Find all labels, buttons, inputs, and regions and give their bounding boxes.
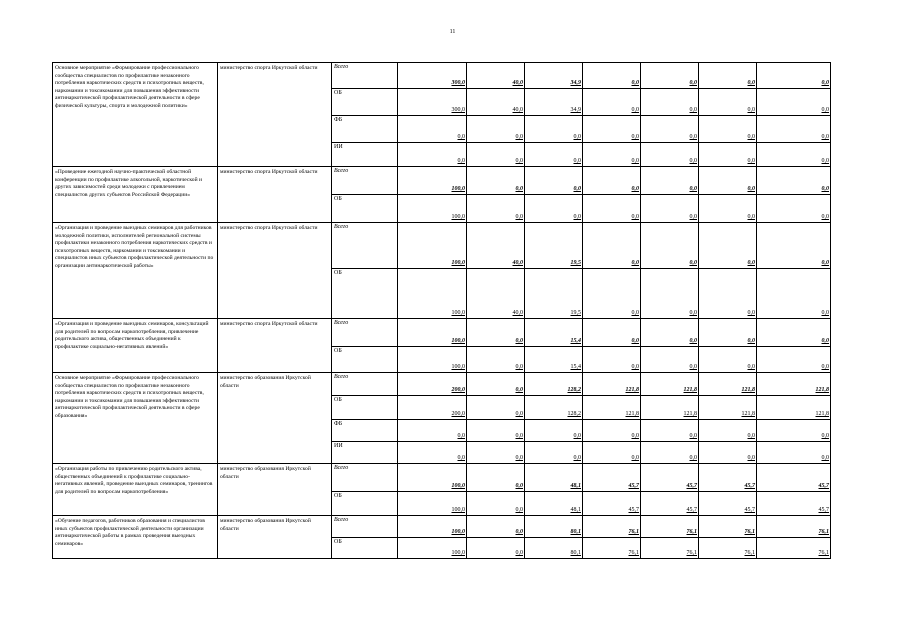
amount-cell — [467, 195, 525, 223]
funding-source: ОБ — [332, 269, 398, 319]
amount-cell — [699, 347, 757, 373]
amount-cell — [699, 538, 757, 559]
amount-cell — [525, 347, 583, 373]
table-row — [53, 464, 831, 492]
amount-value: 0,0 — [573, 134, 581, 140]
amount-cell — [525, 492, 583, 516]
amount-value: 0,0 — [631, 158, 639, 164]
amount-cell — [757, 538, 831, 559]
funding-source: ОБ — [332, 396, 398, 420]
amount-value: 76,1 — [628, 550, 639, 556]
amount-value: 100,0 — [451, 260, 465, 266]
amount-value: 0,0 — [689, 338, 697, 344]
amount-value: 121,8 — [741, 387, 755, 393]
amount-value: 0,0 — [689, 158, 697, 164]
amount-value: 0,0 — [515, 214, 523, 220]
amount-value: 121,8 — [683, 387, 697, 393]
amount-value: 0,0 — [573, 158, 581, 164]
amount-cell — [583, 63, 641, 89]
amount-value: 48,1 — [570, 507, 581, 513]
amount-value: 40,0 — [512, 80, 523, 86]
amount-cell — [525, 195, 583, 223]
amount-value: 19,5 — [570, 260, 581, 266]
amount-cell — [525, 143, 583, 167]
table-row — [53, 373, 831, 396]
responsible-executor: министерство образования Иркутской области — [218, 516, 332, 559]
amount-value: 76,1 — [818, 529, 829, 535]
amount-value: 0,0 — [515, 455, 523, 461]
amount-cell — [398, 269, 467, 319]
amount-value: 15,4 — [570, 364, 581, 370]
amount-value: 45,7 — [628, 507, 639, 513]
amount-cell — [757, 89, 831, 116]
amount-value: 45,7 — [744, 483, 755, 489]
amount-value: 0,0 — [747, 310, 755, 316]
amount-value: 40,0 — [512, 107, 523, 113]
amount-value: 0,0 — [515, 507, 523, 513]
funding-source: ОБ — [332, 538, 398, 559]
amount-value: 121,8 — [815, 387, 829, 393]
amount-value: 0,0 — [821, 364, 829, 370]
amount-cell — [583, 373, 641, 396]
amount-value: 0,0 — [821, 158, 829, 164]
amount-value: 76,1 — [744, 529, 755, 535]
amount-cell — [398, 492, 467, 516]
page-number: 11 — [449, 29, 456, 35]
amount-value: 45,7 — [818, 507, 829, 513]
amount-value: 128,2 — [567, 411, 581, 417]
amount-cell — [467, 442, 525, 464]
amount-value: 76,1 — [744, 550, 755, 556]
amount-cell — [641, 538, 699, 559]
amount-cell — [583, 195, 641, 223]
amount-cell — [525, 442, 583, 464]
amount-cell — [583, 116, 641, 143]
amount-cell — [583, 223, 641, 269]
responsible-executor: министерство образования Иркутской области — [218, 464, 332, 516]
amount-value: 0,0 — [631, 214, 639, 220]
amount-cell — [583, 464, 641, 492]
amount-cell — [757, 195, 831, 223]
amount-cell — [583, 269, 641, 319]
amount-value: 0,0 — [747, 186, 755, 192]
amount-value: 0,0 — [631, 80, 639, 86]
table-row — [53, 516, 831, 538]
amount-value: 100,0 — [451, 214, 465, 220]
amount-cell — [699, 223, 757, 269]
amount-cell — [641, 63, 699, 89]
amount-value: 300,0 — [451, 107, 465, 113]
amount-cell — [757, 63, 831, 89]
amount-value: 15,4 — [570, 338, 581, 344]
amount-cell — [699, 420, 757, 442]
amount-cell — [699, 167, 757, 195]
amount-value: 0,0 — [631, 433, 639, 439]
amount-value: 0,0 — [689, 80, 697, 86]
amount-value: 200,0 — [451, 411, 465, 417]
amount-value: 0,0 — [689, 186, 697, 192]
amount-value: 100,0 — [451, 507, 465, 513]
funding-source: Всего — [332, 464, 398, 492]
activity-description: «Организация и проведение выездных семинаров, консультаций для родителей по вопросам наркопотребления, привлечение родительского актива, общественных объединений к профилактике социально-негативных явлений» — [53, 319, 218, 373]
amount-value: 0,0 — [747, 214, 755, 220]
amount-value: 80,1 — [570, 529, 581, 535]
amount-value: 0,0 — [821, 214, 829, 220]
amount-value: 40,0 — [512, 310, 523, 316]
amount-cell — [525, 269, 583, 319]
amount-value: 0,0 — [573, 455, 581, 461]
amount-cell — [699, 269, 757, 319]
amount-value: 0,0 — [747, 134, 755, 140]
amount-value: 0,0 — [457, 455, 465, 461]
amount-cell — [525, 373, 583, 396]
responsible-executor: министерство образования Иркутской области — [218, 373, 332, 464]
amount-cell — [525, 396, 583, 420]
amount-cell — [583, 143, 641, 167]
amount-cell — [467, 396, 525, 420]
amount-value: 0,0 — [821, 455, 829, 461]
amount-value: 0,0 — [457, 134, 465, 140]
amount-cell — [398, 347, 467, 373]
amount-value: 0,0 — [515, 158, 523, 164]
funding-source: ФБ — [332, 116, 398, 143]
amount-cell — [583, 442, 641, 464]
amount-value: 0,0 — [631, 310, 639, 316]
amount-value: 0,0 — [515, 364, 523, 370]
amount-value: 0,0 — [515, 433, 523, 439]
amount-cell — [641, 442, 699, 464]
amount-cell — [641, 396, 699, 420]
amount-cell — [757, 223, 831, 269]
funding-source: ФБ — [332, 420, 398, 442]
funding-source: Всего — [332, 167, 398, 195]
amount-value: 0,0 — [689, 214, 697, 220]
amount-cell — [757, 347, 831, 373]
table-row — [53, 63, 831, 89]
amount-value: 200,0 — [451, 387, 465, 393]
amount-cell — [757, 492, 831, 516]
amount-value: 0,0 — [747, 338, 755, 344]
funding-source: Всего — [332, 223, 398, 269]
amount-cell — [467, 116, 525, 143]
amount-value: 0,0 — [515, 134, 523, 140]
amount-value: 0,0 — [515, 483, 523, 489]
amount-value: 0,0 — [689, 433, 697, 439]
amount-value: 100,0 — [451, 529, 465, 535]
amount-value: 0,0 — [457, 433, 465, 439]
amount-cell — [699, 195, 757, 223]
amount-cell — [467, 143, 525, 167]
amount-cell — [398, 89, 467, 116]
amount-cell — [467, 63, 525, 89]
funding-source: ОБ — [332, 89, 398, 116]
amount-cell — [699, 516, 757, 538]
amount-cell — [467, 492, 525, 516]
amount-value: 0,0 — [515, 387, 523, 393]
amount-value: 0,0 — [747, 364, 755, 370]
amount-cell — [757, 373, 831, 396]
amount-value: 0,0 — [689, 455, 697, 461]
activity-description: «Организация работы по привлечению родительского актива, общественных объединений к профилактике социально-негативных явлений, проведение выездных семинаров, тренингов для родителей по вопросам наркопотребления» — [53, 464, 218, 516]
responsible-executor: министерство спорта Иркутской области — [218, 223, 332, 319]
amount-value: 80,1 — [570, 550, 581, 556]
amount-value: 34,9 — [570, 107, 581, 113]
amount-cell — [525, 319, 583, 347]
amount-cell — [641, 143, 699, 167]
amount-value: 48,1 — [570, 483, 581, 489]
amount-cell — [398, 167, 467, 195]
amount-cell — [398, 442, 467, 464]
funding-source: ИИ — [332, 442, 398, 464]
amount-cell — [583, 347, 641, 373]
amount-cell — [757, 442, 831, 464]
amount-cell — [525, 464, 583, 492]
amount-cell — [467, 420, 525, 442]
amount-value: 100,0 — [451, 364, 465, 370]
amount-value: 0,0 — [821, 80, 829, 86]
amount-value: 0,0 — [515, 550, 523, 556]
amount-cell — [757, 319, 831, 347]
amount-cell — [525, 223, 583, 269]
amount-value: 45,7 — [686, 507, 697, 513]
amount-value: 300,0 — [451, 80, 465, 86]
amount-cell — [641, 319, 699, 347]
amount-cell — [757, 269, 831, 319]
amount-value: 45,7 — [818, 483, 829, 489]
amount-value: 121,8 — [625, 411, 639, 417]
amount-value: 0,0 — [689, 310, 697, 316]
responsible-executor: министерство спорта Иркутской области — [218, 319, 332, 373]
amount-cell — [699, 492, 757, 516]
amount-value: 121,8 — [741, 411, 755, 417]
amount-value: 0,0 — [747, 455, 755, 461]
amount-cell — [467, 538, 525, 559]
activity-description: Основное мероприятие «Формирование профессионального сообщества специалистов по профилактике незаконного потребления наркотических средств и психотропных веществ, наркомании и токсикомании для повышения эффективности антинаркотической профилактической деятельности в сфере физической культуры, спорта и молодежной политики» — [53, 63, 218, 167]
amount-value: 0,0 — [747, 80, 755, 86]
amount-cell — [467, 167, 525, 195]
amount-cell — [467, 373, 525, 396]
amount-cell — [398, 516, 467, 538]
amount-cell — [757, 420, 831, 442]
amount-cell — [641, 516, 699, 538]
amount-cell — [641, 167, 699, 195]
amount-value: 45,7 — [744, 507, 755, 513]
table-row — [53, 223, 831, 269]
amount-cell — [583, 167, 641, 195]
amount-cell — [641, 420, 699, 442]
amount-cell — [398, 116, 467, 143]
amount-value: 0,0 — [747, 433, 755, 439]
amount-value: 100,0 — [451, 186, 465, 192]
amount-value: 45,7 — [686, 483, 697, 489]
amount-value: 0,0 — [747, 107, 755, 113]
amount-cell — [641, 269, 699, 319]
amount-value: 0,0 — [515, 529, 523, 535]
amount-cell — [757, 167, 831, 195]
amount-value: 0,0 — [631, 455, 639, 461]
amount-value: 0,0 — [631, 134, 639, 140]
amount-cell — [525, 538, 583, 559]
amount-cell — [467, 223, 525, 269]
funding-table — [52, 62, 831, 559]
amount-cell — [641, 347, 699, 373]
amount-cell — [699, 373, 757, 396]
responsible-executor: министерство спорта Иркутской области — [218, 63, 332, 167]
amount-cell — [398, 195, 467, 223]
amount-value: 100,0 — [451, 550, 465, 556]
amount-cell — [398, 223, 467, 269]
amount-cell — [699, 116, 757, 143]
amount-value: 0,0 — [821, 260, 829, 266]
amount-cell — [641, 89, 699, 116]
amount-cell — [525, 63, 583, 89]
amount-cell — [583, 89, 641, 116]
amount-cell — [467, 516, 525, 538]
amount-value: 100,0 — [451, 483, 465, 489]
amount-value: 0,0 — [821, 134, 829, 140]
amount-cell — [583, 420, 641, 442]
amount-value: 0,0 — [457, 158, 465, 164]
amount-cell — [467, 89, 525, 116]
amount-cell — [641, 116, 699, 143]
funding-source: Всего — [332, 63, 398, 89]
amount-cell — [525, 116, 583, 143]
amount-cell — [467, 347, 525, 373]
activity-description: «Организация и проведение выездных семинаров для работников молодежной политики, исполнителей региональной системы профилактики незаконного потребления наркотических средств и психотропных веществ, наркомании и токсикомании и специалистов иных субъектов профилактической деятельности по организации антинаркотической работы» — [53, 223, 218, 319]
amount-cell — [757, 464, 831, 492]
table-row — [53, 167, 831, 195]
amount-value: 121,8 — [683, 411, 697, 417]
amount-value: 121,8 — [625, 387, 639, 393]
amount-cell — [525, 516, 583, 538]
funding-source: ИИ — [332, 143, 398, 167]
amount-value: 0,0 — [747, 158, 755, 164]
amount-value: 76,1 — [818, 550, 829, 556]
amount-value: 0,0 — [821, 186, 829, 192]
amount-cell — [699, 464, 757, 492]
funding-source: Всего — [332, 319, 398, 347]
amount-cell — [699, 319, 757, 347]
amount-value: 0,0 — [573, 186, 581, 192]
amount-cell — [699, 143, 757, 167]
amount-cell — [467, 319, 525, 347]
amount-value: 128,2 — [567, 387, 581, 393]
amount-value: 0,0 — [631, 364, 639, 370]
amount-cell — [398, 538, 467, 559]
amount-cell — [583, 319, 641, 347]
amount-cell — [757, 143, 831, 167]
amount-value: 100,0 — [451, 310, 465, 316]
activity-description: «Проведение ежегодной научно-практической областной конференции по профилактике алкогольной, наркотической и других зависимостей среди молодежи с привлечением специалистов других субъектов Российской Федерации» — [53, 167, 218, 223]
amount-value: 0,0 — [689, 134, 697, 140]
funding-source: ОБ — [332, 347, 398, 373]
amount-value: 100,0 — [451, 338, 465, 344]
amount-cell — [641, 492, 699, 516]
amount-value: 0,0 — [515, 411, 523, 417]
amount-cell — [641, 195, 699, 223]
amount-value: 0,0 — [573, 214, 581, 220]
amount-cell — [699, 396, 757, 420]
amount-cell — [641, 223, 699, 269]
amount-cell — [398, 373, 467, 396]
amount-cell — [525, 167, 583, 195]
amount-value: 121,8 — [815, 411, 829, 417]
amount-cell — [641, 464, 699, 492]
amount-value: 0,0 — [821, 107, 829, 113]
funding-source: ОБ — [332, 492, 398, 516]
amount-value: 76,1 — [628, 529, 639, 535]
table-body — [53, 63, 831, 559]
amount-cell — [757, 116, 831, 143]
amount-cell — [398, 420, 467, 442]
amount-cell — [525, 89, 583, 116]
amount-cell — [583, 492, 641, 516]
amount-value: 76,1 — [686, 550, 697, 556]
amount-value: 76,1 — [686, 529, 697, 535]
amount-value: 0,0 — [515, 338, 523, 344]
funding-source: ОБ — [332, 195, 398, 223]
amount-value: 0,0 — [631, 186, 639, 192]
amount-cell — [699, 89, 757, 116]
amount-value: 40,0 — [512, 260, 523, 266]
amount-value: 0,0 — [631, 338, 639, 344]
amount-cell — [467, 269, 525, 319]
amount-cell — [398, 396, 467, 420]
amount-cell — [583, 516, 641, 538]
table-row — [53, 319, 831, 347]
funding-source: Всего — [332, 516, 398, 538]
activity-description: Основное мероприятие «Формирование профессионального сообщества специалистов по профилактике незаконного потребления наркотических средств и психотропных веществ, наркомании и токсикомании для повышения эффективности антинаркотической профилактической деятельности в сфере образования» — [53, 373, 218, 464]
amount-value: 0,0 — [689, 107, 697, 113]
amount-cell — [398, 464, 467, 492]
amount-cell — [641, 373, 699, 396]
amount-value: 0,0 — [631, 107, 639, 113]
amount-value: 0,0 — [821, 310, 829, 316]
amount-value: 0,0 — [573, 433, 581, 439]
amount-value: 0,0 — [821, 338, 829, 344]
amount-value: 0,0 — [821, 433, 829, 439]
amount-value: 0,0 — [747, 260, 755, 266]
responsible-executor: министерство спорта Иркутской области — [218, 167, 332, 223]
amount-value: 34,9 — [570, 80, 581, 86]
amount-cell — [583, 396, 641, 420]
amount-cell — [467, 464, 525, 492]
amount-cell — [525, 420, 583, 442]
amount-cell — [583, 538, 641, 559]
amount-value: 0,0 — [689, 364, 697, 370]
amount-value: 0,0 — [515, 186, 523, 192]
amount-cell — [398, 143, 467, 167]
funding-source: Всего — [332, 373, 398, 396]
amount-cell — [398, 63, 467, 89]
amount-cell — [398, 319, 467, 347]
amount-value: 0,0 — [689, 260, 697, 266]
activity-description: «Обучение педагогов, работников образования и специалистов иных субъектов профилактической деятельности организации антинаркотической работы в рамках проведения выездных семинаров» — [53, 516, 218, 559]
amount-cell — [757, 396, 831, 420]
amount-value: 19,5 — [570, 310, 581, 316]
amount-value: 0,0 — [631, 260, 639, 266]
amount-value: 45,7 — [628, 483, 639, 489]
amount-cell — [699, 442, 757, 464]
amount-cell — [699, 63, 757, 89]
amount-cell — [757, 516, 831, 538]
